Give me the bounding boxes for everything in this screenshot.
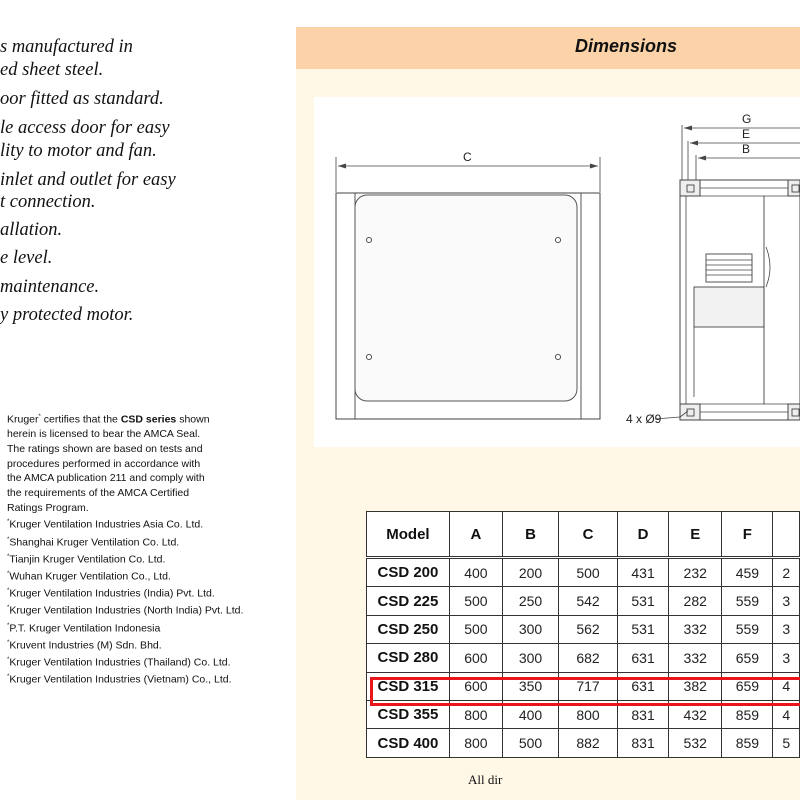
dimensions-title: Dimensions — [574, 36, 678, 56]
model-cell: CSD 315 — [367, 672, 450, 700]
company-item: *Kruvent Industries (M) Sdn. Bhd. — [7, 639, 162, 652]
model-cell: CSD 400 — [367, 729, 450, 757]
series-name: CSD series — [120, 413, 177, 426]
column-header-d: D — [617, 512, 668, 558]
table-cell: 600 — [449, 644, 502, 672]
table-cell: 659 — [722, 672, 773, 700]
table-cell: 2 — [773, 558, 800, 587]
column-header-g — [773, 512, 800, 558]
table-cell: 542 — [559, 587, 618, 615]
table-cell: 659 — [722, 644, 773, 672]
company-name: Kruger Ventilation Industries (India) Pvt. Ltd. — [9, 587, 215, 600]
feature-line: t connection. — [0, 192, 96, 212]
hole-callout: 4 x Ø9 — [626, 412, 662, 426]
company-item: *Kruger Ventilation Industries (North India) Pvt. Ltd. — [7, 604, 244, 617]
table-cell: 531 — [617, 587, 668, 615]
table-cell: 300 — [502, 644, 558, 672]
table-cell: 500 — [502, 729, 558, 757]
company-item: *Kruger Ventilation Industries (Vietnam) Co., Ltd. — [7, 673, 232, 686]
table-cell: 200 — [502, 558, 558, 587]
column-header-model: Model — [367, 512, 450, 558]
feature-line: maintenance. — [0, 277, 100, 297]
feature-line: e level. — [0, 248, 53, 268]
table-cell: 3 — [773, 587, 800, 615]
amca-line: Ratings Program. — [7, 501, 89, 514]
feature-line: allation. — [0, 220, 63, 240]
table-cell: 332 — [669, 615, 722, 643]
table-cell: 562 — [559, 615, 618, 643]
table-cell: 382 — [669, 672, 722, 700]
table-header-row — [367, 512, 800, 558]
table-cell: 859 — [722, 729, 773, 757]
company-item: *Kruger Ventilation Industries Asia Co. Ltd. — [7, 518, 204, 531]
model-cell: CSD 250 — [367, 615, 450, 643]
amca-text-part: shown — [176, 413, 210, 426]
table-cell: 831 — [617, 729, 668, 757]
table-cell: 431 — [617, 558, 668, 587]
table-cell: 232 — [669, 558, 722, 587]
dimension-drawing-svg — [314, 97, 800, 447]
feature-line: ed sheet steel. — [0, 60, 104, 80]
amca-line: procedures performed in accordance with — [7, 457, 201, 470]
company-name: Kruger Ventilation Industries (Thailand) Co. Ltd. — [9, 656, 231, 669]
table-cell: 282 — [669, 587, 722, 615]
kruger-name: Kruger — [7, 413, 39, 426]
table-cell: 459 — [722, 558, 773, 587]
feature-line: oor fitted as standard. — [0, 89, 164, 109]
column-header-a: A — [449, 512, 502, 558]
model-cell: CSD 355 — [367, 700, 450, 728]
table-cell: 300 — [502, 615, 558, 643]
company-item: *P.T. Kruger Ventilation Indonesia — [7, 622, 161, 635]
dim-label-g: G — [742, 112, 752, 126]
feature-line: y protected motor. — [0, 305, 134, 325]
table-cell: 859 — [722, 700, 773, 728]
company-item: *Kruger Ventilation Industries (India) Pvt. Ltd. — [7, 587, 215, 600]
table-row-highlighted — [367, 672, 800, 700]
company-item: *Wuhan Kruger Ventilation Co., Ltd. — [7, 570, 171, 583]
amca-certification — [7, 410, 293, 687]
feature-line: le access door for easy — [0, 118, 170, 138]
table-cell: 882 — [559, 729, 618, 757]
features-column — [0, 0, 296, 800]
table-cell: 500 — [449, 615, 502, 643]
company-name: Tianjin Kruger Ventilation Co. Ltd. — [9, 553, 166, 566]
model-cell: CSD 200 — [367, 558, 450, 587]
table-cell: 400 — [502, 700, 558, 728]
table-cell: 531 — [617, 615, 668, 643]
table-row — [367, 558, 800, 587]
company-name: Wuhan Kruger Ventilation Co., Ltd. — [9, 570, 171, 583]
column-header-f: F — [722, 512, 773, 558]
dimensions-footnote: All dir — [468, 772, 503, 787]
dimensions-header — [296, 27, 800, 69]
amca-line: herein is licensed to bear the AMCA Seal. — [7, 428, 201, 441]
table-cell: 500 — [449, 587, 502, 615]
table-cell: 800 — [559, 700, 618, 728]
table-cell: 800 — [449, 729, 502, 757]
model-cell: CSD 280 — [367, 644, 450, 672]
amca-line: the requirements of the AMCA Certified — [7, 487, 190, 500]
table-cell: 3 — [773, 615, 800, 643]
feature-line: inlet and outlet for easy — [0, 170, 176, 190]
amca-text-part: certifies that the — [40, 413, 121, 426]
company-name: Shanghai Kruger Ventilation Co. Ltd. — [9, 536, 180, 549]
dimensions-table — [366, 511, 800, 758]
table-cell: 4 — [773, 700, 800, 728]
table-cell: 532 — [669, 729, 722, 757]
column-header-e: E — [669, 512, 722, 558]
table-row — [367, 729, 800, 757]
dimension-drawing — [314, 97, 800, 447]
company-item: *Tianjin Kruger Ventilation Co. Ltd. — [7, 553, 166, 566]
company-item: *Shanghai Kruger Ventilation Co. Ltd. — [7, 536, 180, 549]
table-row — [367, 587, 800, 615]
table-cell: 500 — [559, 558, 618, 587]
table-cell: 5 — [773, 729, 800, 757]
amca-statement: Kruger* certifies that the CSD series shown — [7, 413, 210, 426]
table-cell: 4 — [773, 672, 800, 700]
column-header-c: C — [559, 512, 618, 558]
table-cell: 332 — [669, 644, 722, 672]
feature-line: lity to motor and fan. — [0, 141, 157, 161]
table-cell: 831 — [617, 700, 668, 728]
dim-label-c: C — [463, 150, 472, 164]
table-cell: 432 — [669, 700, 722, 728]
company-name: Kruger Ventilation Industries (North India) Pvt. Ltd. — [9, 604, 244, 617]
table-cell: 682 — [559, 644, 618, 672]
table-cell: 631 — [617, 644, 668, 672]
dimensions-panel — [296, 27, 800, 800]
dim-label-e: E — [742, 127, 751, 141]
table-row — [367, 700, 800, 728]
company-name: Kruger Ventilation Industries Asia Co. Ltd. — [9, 518, 204, 531]
table-cell: 717 — [559, 672, 618, 700]
company-item: *Kruger Ventilation Industries (Thailand) Co. Ltd. — [7, 656, 231, 669]
table-cell: 631 — [617, 672, 668, 700]
company-name: Kruvent Industries (M) Sdn. Bhd. — [9, 639, 162, 652]
table-cell: 250 — [502, 587, 558, 615]
company-name: P.T. Kruger Ventilation Indonesia — [9, 622, 161, 635]
table-row — [367, 644, 800, 672]
table-cell: 559 — [722, 615, 773, 643]
table-cell: 600 — [449, 672, 502, 700]
table-cell: 800 — [449, 700, 502, 728]
amca-line: the AMCA publication 211 and comply with — [7, 472, 205, 485]
company-name: Kruger Ventilation Industries (Vietnam) Co., Ltd. — [9, 673, 232, 686]
feature-line: s manufactured in — [0, 37, 133, 57]
model-cell: CSD 225 — [367, 587, 450, 615]
table-cell: 350 — [502, 672, 558, 700]
table-cell: 400 — [449, 558, 502, 587]
amca-line: The ratings shown are based on tests and — [7, 442, 203, 455]
table-row — [367, 615, 800, 643]
table-cell: 3 — [773, 644, 800, 672]
column-header-b: B — [502, 512, 558, 558]
dim-label-b: B — [742, 142, 751, 156]
table-cell: 559 — [722, 587, 773, 615]
